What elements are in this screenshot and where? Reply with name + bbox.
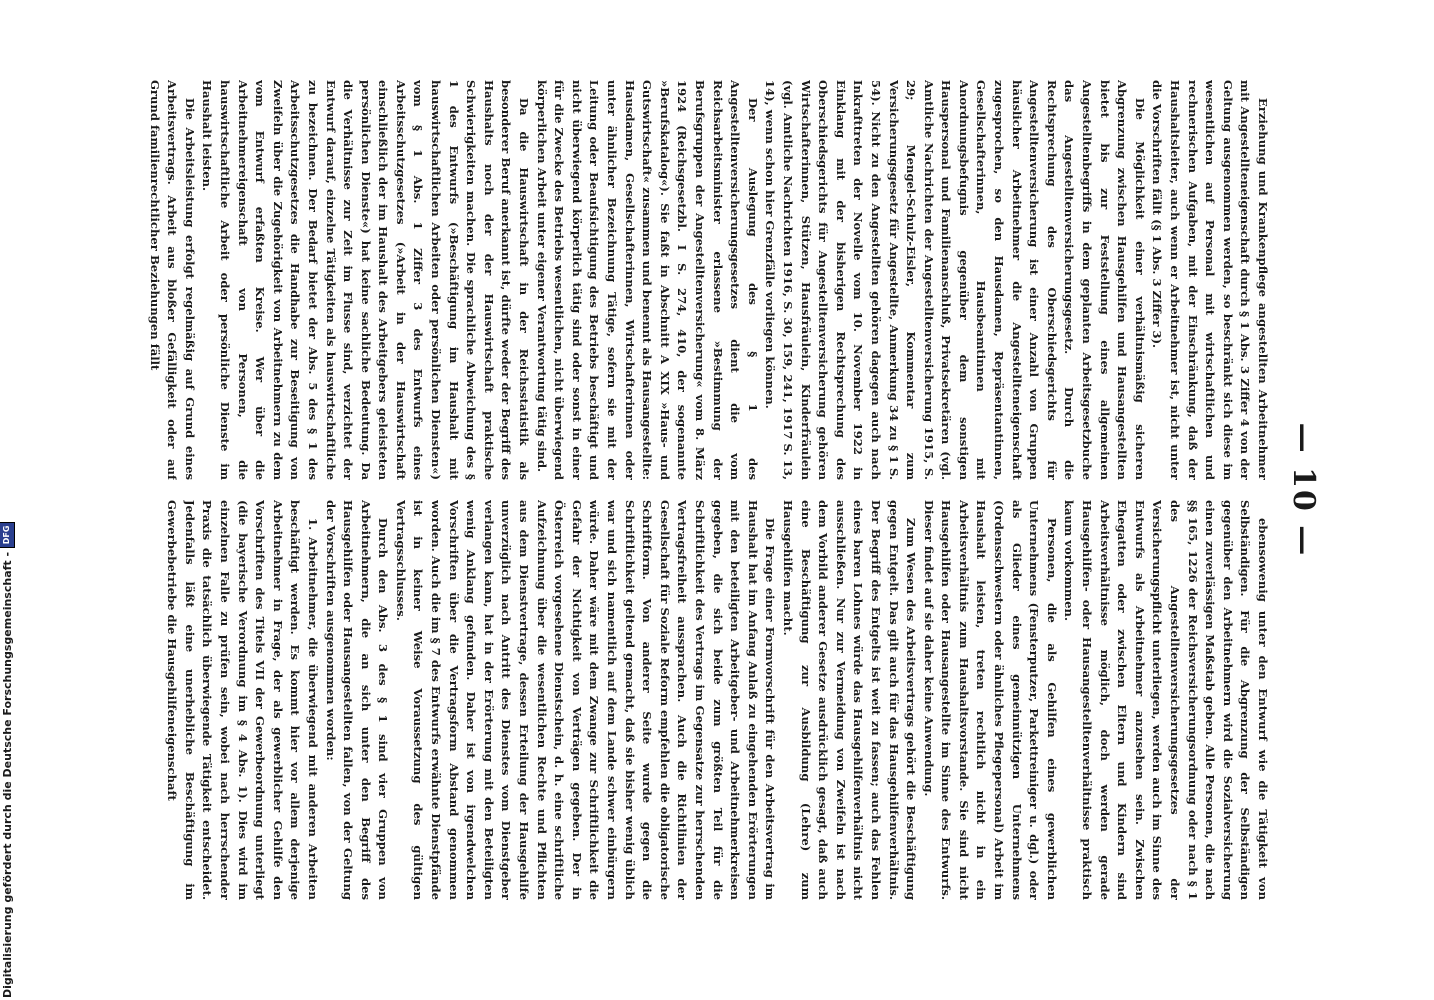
paragraph: Erziehung und Krankenpflege angestellten Arbeitnehmer mit Angestellteneigenschaft durch § 1 Abs. 3 Ziffer 4 von der Geltung ausgenommen werden, so beschränkt sich diese im wesentlichen auf Personal mit wirtschaftlichen und rechnerischen Aufgaben, mit der Einschränkung, daß der Haushaltsleiter, auch wenn er Arbeitnehmer ist, nicht unter die Vorschriften fällt (§ 1 Abs. 3 Ziffer 3). [1150, 80, 1270, 480]
credit-text: Digitalisierung gefördert durch die Deutsche Forschungsgemeinschaft - [0, 551, 14, 998]
paragraph: Die Möglichkeit einer verhältnismäßig sicheren Abgrenzung zwischen Hausgehilfen und Hausangestellten bietet bis zur Feststellung eines allgemeinen Angestelltenbegriffs in dem geplanten Arbeitsgesetzbuche das Angestelltenversicherungsgesetz. Durch die Rechtsprechung des Oberschiedsgerichts für Angestelltenversicherung ist einer Anzahl von Gruppen häuslicher Arbeitnehmer die Angestellteneigenschaft zugesprochen, so den Hausdamen, Repräsentantinnen, Gesellschafterinnen, Hausbeamtinnen mit Anordnungsbefugnis gegenüber dem sonstigen Hauspersonal und Familienanschluß, Privatsekretären (vgl. Amtliche Nachrichten der Angestelltenversicherung 1915, S. 29; Mengel-Schulz-Eisler, Kommentar zum Versicherungsgesetz für Angestellte, Anmerkung 34 zu § 1 S. 54). Nicht zu den Angestellten gehören dagegen auch nach Inkrafttreten der Novelle vom 10. November 1922 in Einklang mit der bisherigen Rechtsprechung des Oberschiedsgerichts für Angestelltenversicherung gehören Wirtschafterinnen, Stützen, Hausfräulein, Kinderfräulein (vgl. Amtliche Nachrichten 1916, S. 30, 159, 241, 1917 S. 13, 14), wenn schon hier Grenzfälle vorliegen können. [763, 80, 1147, 480]
paragraph: Die Frage einer Formvorschrift für den Arbeitsvertrag im Haushalt hat im Anfang Anlaß zu eingehenden Erörterungen mit den beteiligten Arbeitgeber- und Arbeitnehmerkreisen gegeben, die sich beide zum größten Teil für die Schriftlichkeit des Vertrags im Gegensatze zur herrschenden Vertragsfreiheit aussprachen. Auch die Richtlinien der Gesellschaft für Soziale Reform empfehlen die obligatorische Schriftform. Von anderer Seite wurde gegen die Schriftlichkeit geltend gemacht, daß sie bisher wenig üblich war und sich namentlich auf dem Lande schwer einbürgern würde. Daher wäre mit dem Zwange zur Schriftlichkeit die Gefahr der Nichtigkeit von Verträgen gegeben. Der in Österreich vorgesehene Dienstschein, d. h. eine schriftliche Aufzeichnung über die wesentlichen Rechte und Pflichten aus dem Dienstvertrage, dessen Erteilung der Hausgehilfe unverzüglich nach Antritt des Dienstes vom Dienstgeber verlangen kann, hat in der Erörterung mit den Beteiligten wenig Anklang gefunden. Daher ist von irgendwelchen Vorschriften über die Vertragsform Abstand genommen worden. Auch die im § 7 des Entwurfs erwähnte Dienstpfände ist in keiner Weise Voraussetzung des gültigen Vertragsschlusses. [393, 500, 778, 900]
text-column-left [145, 80, 1271, 480]
paragraph: Durch den Abs. 3 des § 1 sind vier Gruppen von Arbeitnehmern, die an sich unter den Begriff des Hausgehilfen oder Hausangestellten fallen, von der Geltung der Vorschriften ausgenommen worden: [323, 500, 391, 900]
paragraph: 1. Arbeitnehmer, die überwiegend mit anderen Arbeiten beschäftigt werden. Es kommt hier vor allem derjenige Arbeitnehmer in Frage, der als gewerblicher Gehilfe den Vorschriften des Titels VII der Gewerbeordnung unterliegt (die bayerische Verordnung im § 4 Abs. 1). Dies wird im einzelnen Falle zu prüfen sein, wobei nach herrschender Praxis die tatsächlich überwiegende Tätigkeit entscheidet. Jedenfalls läßt eine unerhebliche Beschäftigung im Gewerbebetriebe die Hausgehilfeneigenschaft [165, 500, 320, 900]
paragraph: Personen, die als Gehilfen eines gewerblichen Unternehmens (Fensterputzer, Parkettreiniger u. dgl.) oder als Glieder eines gemeinnützigen Unternehmens (Ordensschwestern oder ähnliches Pflegepersonal) Arbeit im Haushalt leisten, treten rechtlich nicht in ein Arbeitsverhältnis zum Haushaltsvorstande. Sie sind nicht Hausgehilfen oder Hausangestellte im Sinne des Entwurfs. Dieser findet auf sie daher keine Anwendung. [921, 500, 1059, 900]
paragraph: Da die Hauswirtschaft in der Reichsstatistik als besonderer Beruf anerkannt ist, dürfte weder der Begriff des Haushalts noch der der Hauswirtschaft praktische Schwierigkeiten machen. Die sprachliche Abweichung des § 1 des Entwurfs (»Beschäftigung im Haushalt mit hauswirtschaftlichen Arbeiten oder persönlichen Diensten«) vom § 1 Abs. 1 Ziffer 3 des Entwurfs eines Arbeitsschutzgesetzes (»Arbeit in der Hauswirtschaft einschließlich der im Haushalt des Arbeitgebers geleisteten persönlichen Dienste«) hat keine sachliche Bedeutung. Da die Verhältnisse zur Zeit im Flusse sind, verzichtet der Entwurf darauf, einzelne Tätigkeiten als hauswirtschaftliche zu bezeichnen. Der Bedarf bietet der Abs. 5 des § 1 des Arbeitsschutzgesetzes die Handhabe zur Beseitigung von Zweifeln über die Zugehörigkeit von Arbeitnehmern zu dem vom Entwurf erfaßten Kreise. Wer über die Arbeitnehmereigenschaft von Personen, die hauswirtschaftliche Arbeit oder persönliche Dienste im Haushalt leisten. [200, 80, 532, 480]
paragraph: ebensowenig unter den Entwurf wie die Tätigkeit von Selbständigen. Für die Abgrenzung der Selbständigen gegenüber den Arbeitnehmern wird die Sozialversicherung einen zuverlässigen Maßstab geben. Alle Personen, die nach §§ 165, 1226 der Reichsversicherungsordnung oder nach § 1 des Angestelltenversicherungsgesetzes der Versicherungspflicht unterliegen, werden auch im Sinne des Entwurfs als Arbeitnehmer anzusehen sein. Zwischen Ehegatten oder zwischen Eltern und Kindern sind Arbeitsverhältnisse möglich, doch werden gerade Hausgehilfen- oder Hausangestelltenverhältnisse praktisch kaum vorkommen. [1062, 500, 1270, 900]
page-number: — 10 — [1286, 422, 1321, 558]
text-column-right [145, 500, 1271, 900]
paragraph: Der Auslegung des § 1 des Angestelltenversicherungsgesetzes dient die vom Reichsarbeitsminister erlassene »Bestimmung der Berufsgruppen der Angestelltenversicherung« vom 8. März 1924 (Reichsgesetzbl. I S. 274, 410, der sogenannte »Berufskatalog«). Sie faßt in Abschnitt A XIX »Haus- und Gutswirtschaft« zusammen und benennt als Hausangestellte: Hausdamen, Gesellschafterinnen, Wirtschafterinnen oder unter ähnlicher Bezeichnung Tätige, sofern sie mit der Leitung oder Beaufsichtigung des Betriebs beschäftigt und nicht überwiegend körperlich tätig sind oder sonst in einer für die Zwecke des Betriebs wesentlichen, nicht überwiegend körperlichen Arbeit unter eigener Verantwortung tätig sind. [534, 80, 760, 480]
paragraph: Die Arbeitsleistung erfolgt regelmäßig auf Grund eines Arbeitsvertrags. Arbeit aus bloßer Gefälligkeit oder auf Grund familienrechtlicher Beziehungen fällt [147, 80, 197, 480]
digitization-credit [0, 8, 14, 998]
dfg-logo: DFG [0, 522, 15, 548]
document-page [137, 80, 1321, 900]
paragraph: Zum Wesen des Arbeitsvertrags gehört die Beschäftigung gegen Entgelt. Das gilt auch für das Hausgehilfenverhältnis. Der Begriff des Entgelts ist weit zu fassen; auch das Fehlen eines baren Lohnes würde das Hausgehilfenverhältnis nicht ausschließen. Nur zur Vermeidung von Zweifeln ist nach dem Vorbild anderer Gesetze ausdrücklich gesagt, daß auch eine Beschäftigung zur Ausbildung (Lehre) zum Hausgehilfen macht. [780, 500, 919, 900]
